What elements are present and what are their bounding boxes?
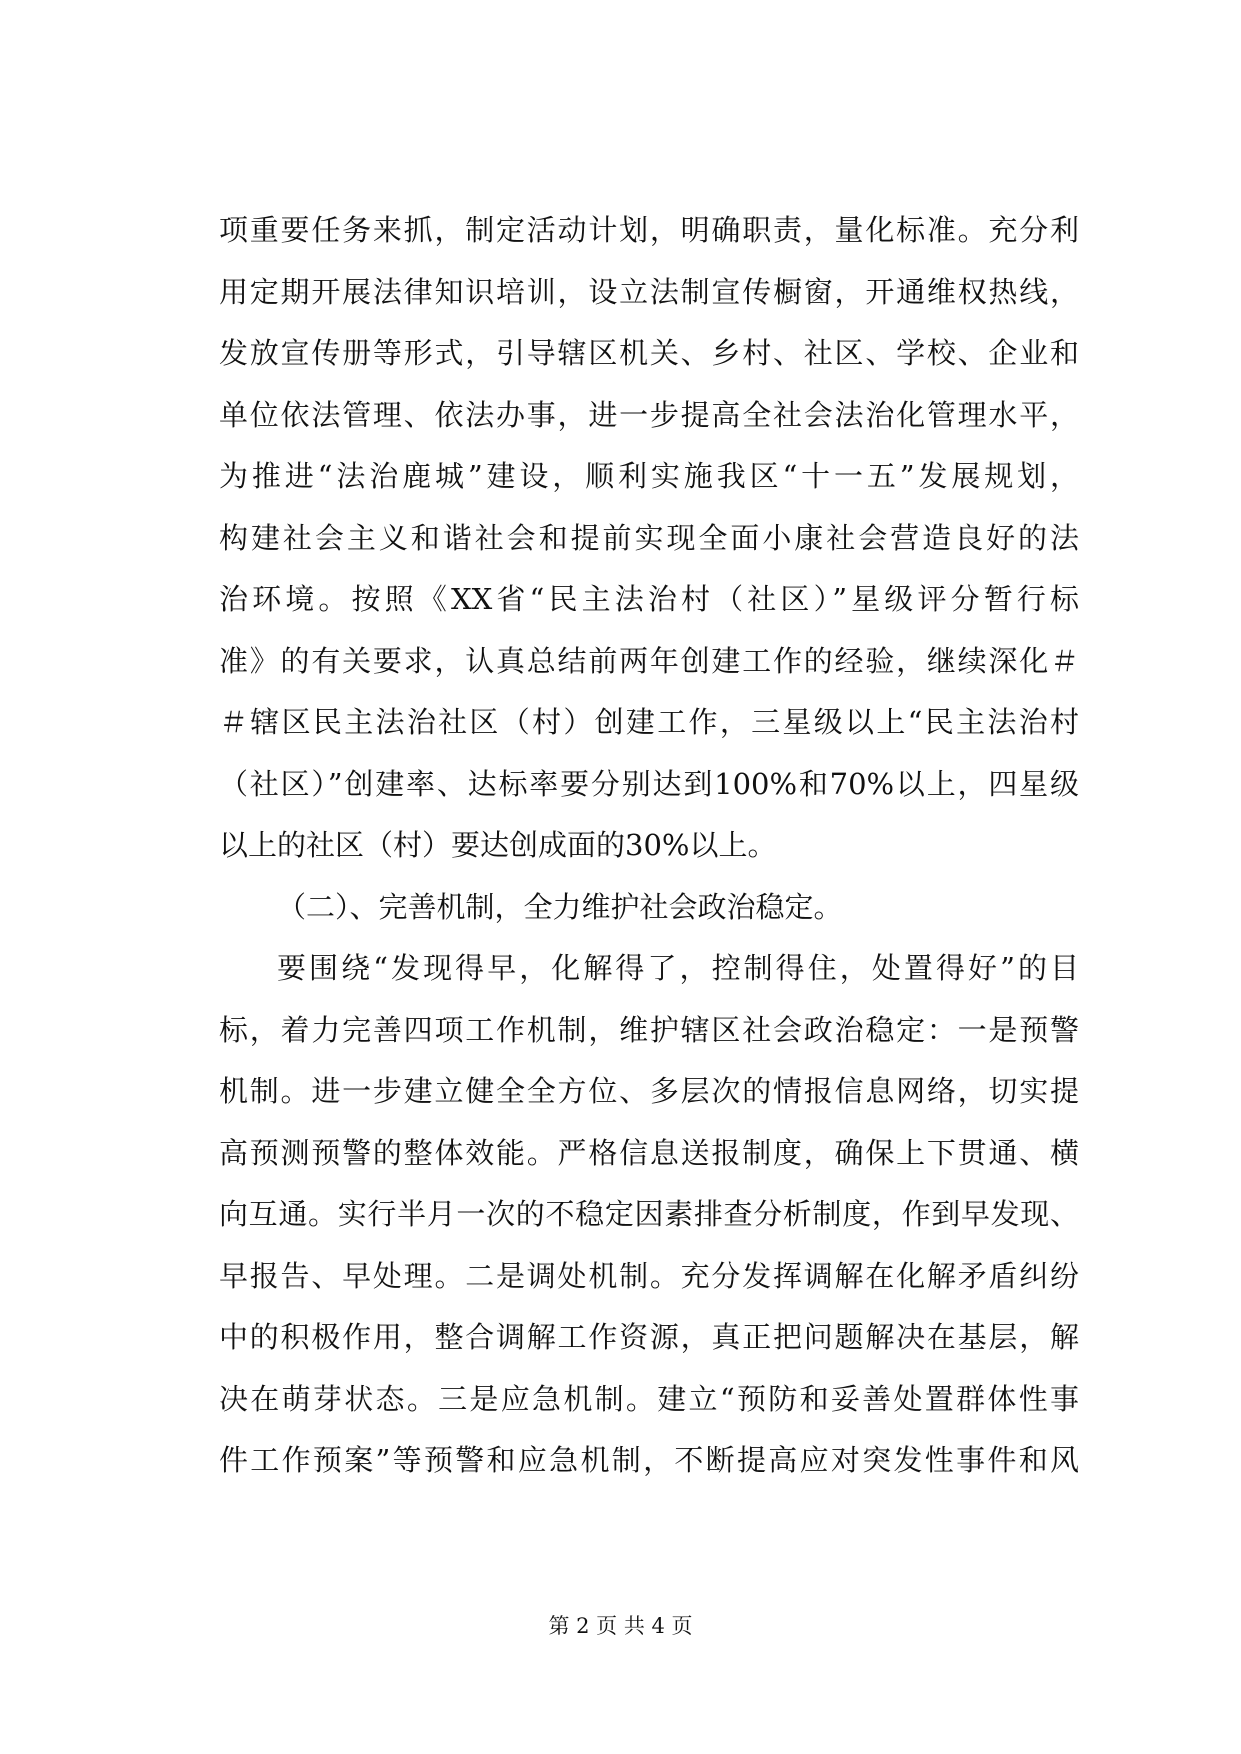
text-line: 准》的有关要求，认真总结前两年创建工作的经验，继续深化＃ [219,643,1079,678]
paragraph-first-line: 要围绕“发现得早，化解得了，控制得住，处置得好”的目 [277,951,1079,985]
text-line: （社区）”创建率、达标率要分别达到100%和70%以上，四星级 [219,766,1079,801]
text-line: 决在萌芽状态。三是应急机制。建立“预防和妥善处置群体性事 [219,1381,1079,1416]
text-line: ＃辖区民主法治社区（村）创建工作，三星级以上“民主法治村 [219,705,1079,739]
text-line: 早报告、早处理。二是调处机制。充分发挥调解在化解矛盾纠纷 [219,1258,1079,1293]
text-line: 为推进“法治鹿城”建设，顺利实施我区“十一五”发展规划， [219,459,1079,493]
text-line: 治环境。按照《XX省“民主法治村（社区）”星级评分暂行标 [219,582,1079,616]
text-line: 以上的社区（村）要达创成面的30%以上。 [219,828,777,862]
text-line: 向互通。实行半月一次的不稳定因素排查分析制度，作到早发现、 [219,1197,1079,1231]
text-line: 标，着力完善四项工作机制，维护辖区社会政治稳定：一是预警 [219,1012,1079,1047]
page-number-footer: 第 2 页 共 4 页 [548,1614,693,1638]
text-line: 项重要任务来抓，制定活动计划，明确职责，量化标准。充分利 [219,213,1079,247]
text-line: 件工作预案”等预警和应急机制，不断提高应对突发性事件和风 [219,1443,1079,1477]
text-line: 用定期开展法律知识培训，设立法制宣传橱窗，开通维权热线， [219,274,1079,309]
text-line: 高预测预警的整体效能。严格信息送报制度，确保上下贯通、横 [219,1135,1079,1170]
text-line: 构建社会主义和谐社会和提前实现全面小康社会营造良好的法 [219,520,1079,555]
section-heading: （二）、完善机制，全力维护社会政治稳定。 [277,889,843,924]
text-line: 单位依法管理、依法办事，进一步提高全社会法治化管理水平， [219,397,1079,432]
body-text [219,200,1079,1492]
text-line: 中的积极作用，整合调解工作资源，真正把问题解决在基层，解 [219,1320,1079,1354]
text-line: 机制。进一步建立健全全方位、多层次的情报信息网络，切实提 [219,1074,1079,1108]
text-line: 发放宣传册等形式，引导辖区机关、乡村、社区、学校、企业和 [219,336,1079,370]
